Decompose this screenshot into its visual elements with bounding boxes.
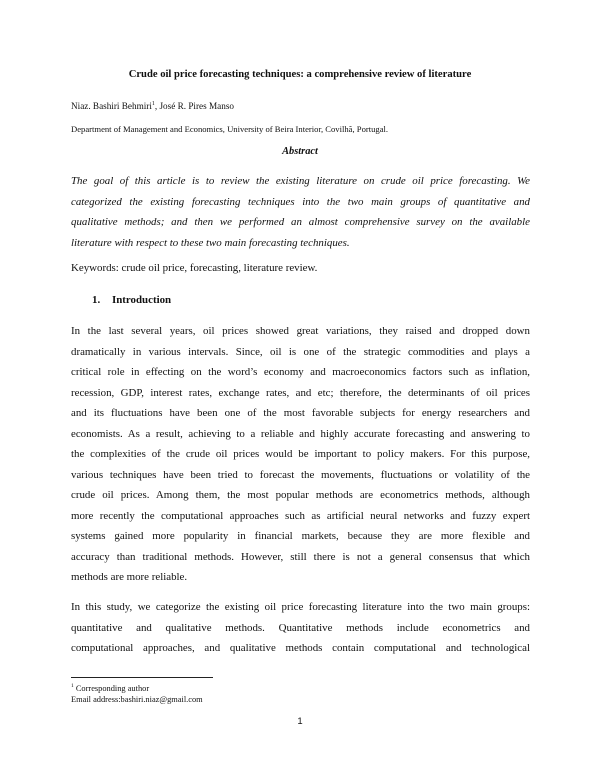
abstract-line: literature with respect to these two main forecasting techniques. — [71, 236, 350, 249]
paragraph-line: the complexities of the crude oil prices would be important to policy makers. For this purpose, — [71, 448, 530, 460]
paragraph-line: systems gained more popularity in financial markets, because they are more flexible and — [71, 530, 530, 542]
second-author: , José R. Pires Manso — [154, 101, 235, 112]
abstract-heading: Abstract — [282, 146, 318, 157]
abstract-line: categorized the existing forecasting techniques into the two main groups of quantitative and — [71, 195, 530, 208]
paragraph-line: methods are more reliable. — [71, 571, 188, 583]
paragraph-line: critical role in effecting on the word’s economy and macroeconomics factors such as inflation, — [71, 366, 530, 378]
footnote-divider — [71, 677, 213, 678]
footnote — [71, 683, 149, 693]
keywords: Keywords: crude oil price, forecasting, literature review. — [71, 262, 318, 274]
paper-title: Crude oil price forecasting techniques: a comprehensive review of literature — [128, 69, 472, 80]
paragraph-line: In the last several years, oil prices showed great variations, they raised and dropped down — [71, 325, 530, 337]
section-title: Introduction — [112, 294, 172, 306]
paragraph-line: quantitative and qualitative methods. Quantitative methods include econometrics and — [71, 621, 530, 634]
abstract-line: qualitative methods; and then we performed an almost comprehensive survey on the available — [71, 216, 530, 228]
paragraph-line: more recently the computational approaches such as artificial neural networks and fuzzy expert — [71, 509, 530, 522]
paragraph-line: economists. As a result, achieving to a reliable and highly accurate forecasting and answering to — [71, 427, 530, 440]
paragraph-line: recession, GDP, interest rates, exchange rates, and etc; therefore, the determinants of oil prices — [71, 386, 530, 399]
body-paragraph — [71, 321, 530, 588]
footnote-marker: 1 — [151, 101, 155, 107]
footnote-email: Email address:bashiri.niaz@gmail.com — [71, 695, 203, 704]
paragraph-line: accuracy than traditional methods. However, still there is not a general consensus that which — [71, 550, 530, 563]
section-heading — [92, 294, 171, 306]
page-number: 1 — [297, 716, 303, 727]
first-author: Niaz. Bashiri Behmiri — [71, 101, 152, 112]
paragraph-line: dramatically in various intervals. Since, oil is one of the strategic commodities and plays a — [71, 345, 530, 358]
paragraph-line: and its fluctuations have been one of the most favorable subjects for energy researchers and — [71, 407, 530, 419]
affiliation: Department of Management and Economics, University of Beira Interior, Covilhã, Portugal. — [71, 124, 389, 134]
section-number: 1. — [92, 294, 101, 306]
footnote-text: Corresponding author — [73, 683, 150, 693]
paragraph-line: various techniques have been tried to forecast the movements, fluctuations or volatility of the — [71, 468, 530, 481]
paragraph-line: crude oil prices. Among them, the most popular methods are econometrics methods, although — [71, 489, 530, 501]
paragraph-line: In this study, we categorize the existing oil price forecasting literature into the two main groups: — [71, 601, 530, 613]
abstract-body — [71, 171, 530, 253]
footnote-marker: 1 — [71, 683, 74, 689]
paragraph-line: computational approaches, and qualitative methods contain computational and technological — [71, 642, 530, 654]
body-paragraph — [71, 597, 530, 659]
abstract-line: The goal of this article is to review the existing literature on crude oil price forecasting. We — [71, 175, 530, 187]
author-line — [71, 101, 234, 111]
